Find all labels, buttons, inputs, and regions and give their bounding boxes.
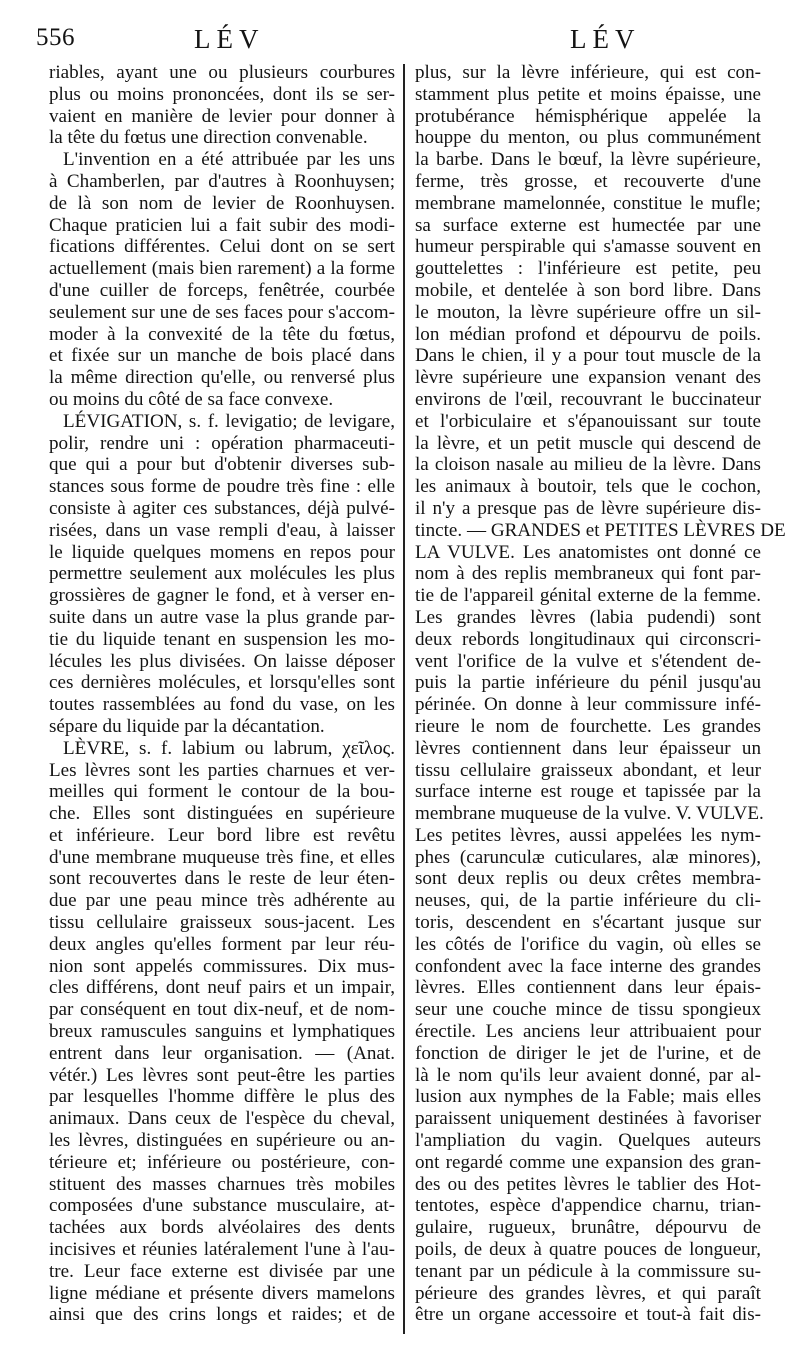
text-line: toris, descendent en s'écartant jusque sur: [415, 912, 761, 934]
text-line: nom à des replis membraneux qui font par-: [415, 563, 761, 585]
text-line: rieure le nom de fourchette. Les grandes: [415, 715, 761, 737]
text-line: polir, rendre uni : opération pharmaceuti-: [49, 432, 395, 454]
text-line: que qui a pour but d'obtenir diverses sub-: [49, 454, 395, 476]
text-line: che. Elles sont distinguées en supérieure: [49, 803, 395, 825]
text-line: surface interne est rouge et tapissée par la: [415, 781, 761, 803]
text-line: membrane mamelonnée, constitue le mufle;: [415, 192, 761, 214]
text-line: les côtés de l'orifice du vagin, où elles se: [415, 933, 761, 955]
text-line: composées d'une substance musculaire, at-: [49, 1195, 395, 1217]
text-line: permettre seulement aux molécules les plus: [49, 563, 395, 585]
text-line: suite dans un autre vase la plus grande par-: [49, 606, 395, 628]
text-line: ont regardé comme une expansion des gran-: [415, 1151, 761, 1173]
text-line: par lesquelles l'homme diffère le plus des: [49, 1086, 395, 1108]
text-line: deux rebords longitudinaux qui circonscri-: [415, 628, 761, 650]
running-headword-right: LÉV: [570, 24, 641, 54]
text-line: toutes rassemblées au fond du vase, on les: [49, 694, 395, 716]
text-line: et fixée sur un manche de bois placé dans: [49, 345, 395, 367]
text-line: la barbe. Dans le bœuf, la lèvre supérieure,: [415, 149, 761, 171]
running-headword-left: LÉV: [194, 24, 265, 54]
text-line: l'ampliation du vagin. Quelques auteurs: [415, 1130, 761, 1152]
text-line: animaux. Dans ceux de l'espèce du cheval,: [49, 1108, 395, 1130]
text-line: Chaque praticien lui a fait subir des modi-: [49, 214, 395, 236]
text-line: gulaire, rugueux, brunâtre, dépourvu de: [415, 1217, 761, 1239]
text-line: d'une membrane muqueuse très fine, et elles: [49, 846, 395, 868]
text-line: vétér.) Les lèvres sont peut-être les parties: [49, 1064, 395, 1086]
text-line: par conséquent en tout dix-neuf, et de nom-: [49, 999, 395, 1021]
text-line: ferme, très grosse, et recouverte d'une: [415, 170, 761, 192]
text-line: la tête du fœtus une direction convenable.: [49, 127, 368, 149]
text-line: sa surface externe est humectée par une: [415, 214, 761, 236]
text-line: confondent avec la face interne des grandes: [415, 955, 761, 977]
running-header: [36, 24, 764, 66]
text-line: lusion aux nymphes de la Fable; mais elles: [415, 1086, 761, 1108]
text-line: actuellement (mais bien rarement) a la forme: [49, 258, 395, 280]
text-line: stamment plus petite et moins épaisse, une: [415, 83, 761, 105]
text-line: des ou des petites lèvres le tablier des Hot-: [415, 1173, 761, 1195]
text-line: seur une couche mince de tissu spongieux: [415, 999, 761, 1021]
text-line: ainsi que des crins longs et raides; et de: [49, 1304, 395, 1326]
text-line: entrent dans leur organisation. — (Anat.: [49, 1042, 395, 1064]
text-line: périnée. On donne à leur commissure infé-: [415, 694, 761, 716]
text-line: cles différens, dont neuf pairs et un impair,: [49, 977, 395, 999]
text-line: gouttelettes : l'inférieure est petite, peu: [415, 258, 761, 280]
text-line: phes (carunculæ cuticulares, alæ minores),: [415, 846, 761, 868]
text-line: grossières de gagner le fond, et à verser en-: [49, 585, 395, 607]
text-line: sépare du liquide par la décantation.: [49, 715, 325, 737]
column-divider: [403, 64, 405, 1334]
text-line: plus ou moins prononcées, dont ils se ser-: [49, 83, 395, 105]
text-line: risées, dans un vase rempli d'eau, à laisser: [49, 519, 395, 541]
text-line: L'invention en a été attribuée par les uns: [63, 149, 395, 171]
left-text-column: [49, 62, 395, 1326]
text-line: la cloison nasale au milieu de la lèvre. Dans: [415, 454, 761, 476]
text-line: consiste à agiter ces substances, déjà pulvé-: [49, 497, 395, 519]
text-line: puis la partie inférieure du pénil jusqu'au: [415, 672, 761, 694]
text-line: plus, sur la lèvre inférieure, qui est con-: [415, 62, 761, 83]
text-line: lèvres. Elles contiennent dans leur épais-: [415, 977, 761, 999]
text-line: breux ramuscules sanguins et lymphatiques: [49, 1021, 395, 1043]
text-line: paraissent uniquement destinées à favoriser: [415, 1108, 761, 1130]
text-line: sont recouvertes dans le reste de leur éten-: [49, 868, 395, 890]
text-line: Les grandes lèvres (labia pudendi) sont: [415, 606, 761, 628]
text-line: lécules les plus divisées. On laisse déposer: [49, 650, 395, 672]
text-line: tre. Leur face externe est divisée par une: [49, 1260, 395, 1282]
text-line: stances sous forme de poudre très fine : elle: [49, 476, 395, 498]
text-line: LÉVIGATION, s. f. levigatio; de levigare,: [63, 410, 395, 432]
text-line: incisives et réunies latéralement l'une à l'au-: [49, 1239, 395, 1261]
text-line: ces dernières molécules, et lorsqu'elles sont: [49, 672, 395, 694]
text-line: Les petites lèvres, aussi appelées les nym-: [415, 824, 761, 846]
text-line: environs de l'œil, recouvrant le buccinateur: [415, 388, 761, 410]
text-line: vent l'orifice de la vulve et s'étendent de-: [415, 650, 761, 672]
text-line: lèvre supérieure une expansion venant des: [415, 367, 761, 389]
text-line: sont deux replis ou deux crêtes membra-: [415, 868, 761, 890]
text-line: il n'y a presque pas de lèvre supérieure dis-: [415, 497, 761, 519]
text-line: neuses, qui, de la partie inférieure du cli-: [415, 890, 761, 912]
text-line: tentotes, espèce d'appendice charnu, trian-: [415, 1195, 761, 1217]
text-line: être un organe accessoire et tout-à fait dis-: [415, 1304, 761, 1326]
text-line: les animaux à boutoir, tels que le cochon,: [415, 476, 761, 498]
text-line: périeure des grandes lèvres, et qui paraît: [415, 1282, 761, 1304]
text-line: fonction de diriger le jet de l'urine, et de: [415, 1042, 761, 1064]
text-line: térieure et; inférieure ou postérieure, con-: [49, 1151, 395, 1173]
text-line: érectile. Les anciens leur attribuaient pour: [415, 1021, 761, 1043]
text-line: moder à la convexité de la tête du fœtus,: [49, 323, 395, 345]
text-line: deux angles qu'elles forment par leur réu-: [49, 933, 395, 955]
text-line: seulement sur une de ses faces pour s'accom-: [49, 301, 395, 323]
text-line: Dans le chien, il y a pour tout muscle de la: [415, 345, 761, 367]
text-line: tenant par un pédicule à la commissure su-: [415, 1260, 761, 1282]
text-line: protubérance hémisphérique appelée la: [415, 105, 761, 127]
text-line: membrane muqueuse de la vulve. V. VULVE.: [415, 803, 764, 825]
text-line: les lèvres, distinguées en supérieure ou an-: [49, 1130, 395, 1152]
text-line: tissu cellulaire graisseux sous-jacent. Les: [49, 912, 395, 934]
text-line: poils, de deux à quatre pouces de longueur,: [415, 1239, 761, 1261]
text-line: houppe du menton, ou plus communément: [415, 127, 761, 149]
text-line: le mouton, la lèvre supérieure offre un sil-: [415, 301, 761, 323]
text-line: meilles qui forment le contour de la bou-: [49, 781, 395, 803]
text-line: riables, ayant une ou plusieurs courbures: [49, 62, 395, 83]
text-line: tie du liquide tenant en suspension les mo-: [49, 628, 395, 650]
text-line: nion sont appelés commissures. Dix mus-: [49, 955, 395, 977]
text-line: vaient en manière de levier pour donner à: [49, 105, 395, 127]
text-line: tissu cellulaire graisseux abondant, et leur: [415, 759, 761, 781]
text-line: fications différentes. Celui dont on se sert: [49, 236, 395, 258]
text-line: stituent des masses charnues très mobiles: [49, 1173, 395, 1195]
text-line: ligne médiane et présente divers mamelons: [49, 1282, 395, 1304]
text-line: la lèvre, et un petit muscle qui descend de: [415, 432, 761, 454]
text-line: à Chamberlen, par d'autres à Roonhuysen;: [49, 170, 395, 192]
text-line: lon médian profond et dépourvu de poils.: [415, 323, 761, 345]
text-line: Les lèvres sont les parties charnues et ver-: [49, 759, 395, 781]
text-line: LÈVRE, s. f. labium ou labrum, χεῖλος.: [63, 737, 395, 759]
text-line: ou moins du côté de sa face convexe.: [49, 388, 334, 410]
text-line: LA VULVE. Les anatomistes ont donné ce: [415, 541, 761, 563]
text-line: et inférieure. Leur bord libre est revêtu: [49, 824, 395, 846]
text-line: d'une cuiller de forceps, fenêtrée, courbée: [49, 279, 395, 301]
text-line: tie de l'appareil génital externe de la femme.: [415, 585, 761, 607]
text-line: tincte. — GRANDES et PETITES LÈVRES DE: [415, 519, 786, 541]
text-line: la même direction qu'elle, ou renversé plus: [49, 367, 395, 389]
text-line: le liquide quelques momens en repos pour: [49, 541, 395, 563]
text-line: mobile, et dentelée à son bord libre. Dans: [415, 279, 761, 301]
page-number: 556: [36, 24, 75, 51]
right-text-column: [415, 62, 786, 1326]
text-line: humeur perspirable qui s'amasse souvent en: [415, 236, 761, 258]
text-line: due par une peau mince très adhérente au: [49, 890, 395, 912]
text-line: et l'orbiculaire et s'épanouissant sur toute: [415, 410, 761, 432]
text-line: de là son nom de levier de Roonhuysen.: [49, 192, 395, 214]
text-line: lèvres contiennent dans leur épaisseur un: [415, 737, 761, 759]
text-line: tachées aux bords alvéolaires des dents: [49, 1217, 395, 1239]
text-line: là le nom qu'ils leur avaient donné, par al-: [415, 1064, 761, 1086]
